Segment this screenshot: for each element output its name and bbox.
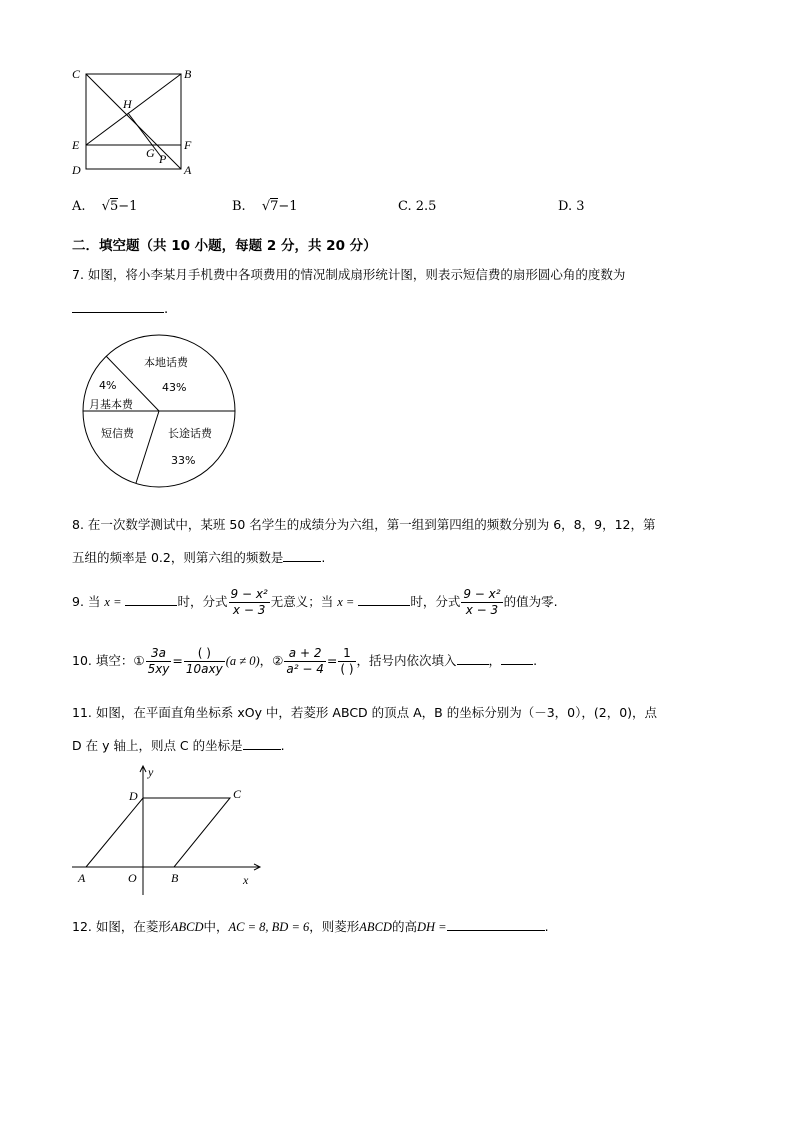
- point-label-D: D: [129, 789, 138, 803]
- q10-fraction-1: $\frac{3a}{5xy}$: [147, 646, 170, 676]
- q9-line: 9. 当 x = 时，分式 $\frac{\text{9 − x²}}{x - 3}$ 无意义；当 x = 时，分式 $\frac{\text{9 − x²}}{x - 3}$ 的值为零.: [72, 587, 558, 617]
- pie-chart: [76, 333, 242, 489]
- q7-text: 7. 如图，将小李某月手机费中各项费用的情况制成扇形统计图，则表示短信费的扇形圆心角的度数为: [72, 267, 626, 282]
- q11-blank[interactable]: [243, 735, 281, 750]
- q9-fraction-1: $\frac{\text{9 − x²}}{x - 3}$: [230, 587, 268, 617]
- pie-monthly-pct: 4%: [99, 379, 117, 392]
- point-label-O: O: [128, 871, 137, 885]
- q10-blank-2[interactable]: [501, 650, 533, 665]
- q10-line: 10. 填空：① $\frac{3a}{5xy}$ = $\frac{( )}{\text{10axy}}$ (a ≠ 0)，② $\frac{a + 2}{\text{a² − 4}}$ = $\frac{1}{( )}$ ，括号内依次填入 ， .: [72, 646, 538, 676]
- point-label-C: C: [233, 787, 242, 801]
- q6-option-b: B. √7−1: [232, 199, 298, 214]
- pie-long-pct: 33%: [171, 454, 196, 467]
- q12-line: 12. 如图，在菱形ABCD中，AC = 8, BD = 6，则菱形ABCD的高DH = .: [72, 916, 549, 936]
- q6-option-a: A. √5−1: [72, 199, 138, 214]
- q7-answer-line: .: [72, 298, 168, 319]
- q8-blank[interactable]: [283, 547, 321, 562]
- point-label-A: A: [78, 871, 86, 885]
- label-E: E: [72, 138, 80, 152]
- axes-figure: [68, 760, 268, 900]
- pie-monthly-label: 月基本费: [89, 398, 133, 411]
- q8-line1: 8. 在一次数学测试中，某班 50 名学生的成绩分为六组，第一组到第四组的频数分别为 6，8，9，12，第: [72, 517, 656, 532]
- q10-blank-1[interactable]: [457, 650, 489, 665]
- q6-option-c: C. 2.5: [398, 199, 437, 214]
- label-A: A: [184, 163, 192, 177]
- label-P: P: [159, 152, 167, 166]
- label-H: H: [123, 97, 132, 111]
- pie-local-pct: 43%: [162, 381, 187, 394]
- q9-blank-1[interactable]: [125, 591, 177, 606]
- pie-long-label: 长途话费: [168, 427, 212, 440]
- square-figure: [66, 62, 206, 182]
- label-D: D: [72, 163, 81, 177]
- q9-fraction-2: $\frac{\text{9 − x²}}{x - 3}$: [463, 587, 501, 617]
- axis-label-x: x: [243, 873, 249, 887]
- q8-line2: 五组的频率是 0.2，则第六组的频数是 .: [72, 547, 325, 567]
- label-C: C: [72, 67, 81, 81]
- section-title: 二．填空题（共 10 小题，每题 2 分，共 20 分）: [72, 238, 377, 254]
- pie-sms-label: 短信费: [101, 427, 134, 440]
- label-G: G: [146, 146, 155, 160]
- q6-option-d: D. 3: [558, 199, 585, 214]
- q12-blank[interactable]: [447, 916, 545, 931]
- label-B: B: [184, 67, 192, 81]
- pie-local-label: 本地话费: [144, 356, 188, 369]
- q10-fraction-3: $\frac{a + 2}{\text{a² − 4}}$: [286, 646, 324, 676]
- point-label-B: B: [171, 871, 179, 885]
- q10-fraction-4: $\frac{1}{( )}$: [340, 646, 354, 676]
- q11-line2: D 在 y 轴上，则点 C 的坐标是 .: [72, 735, 285, 755]
- q11-line1: 11. 如图，在平面直角坐标系 xOy 中，若菱形 ABCD 的顶点 A，B 的坐标分别为（－3，0），(2，0)，点: [72, 705, 658, 720]
- axis-label-y: y: [148, 765, 154, 779]
- q10-fraction-2: $\frac{( )}{\text{10axy}}$: [185, 646, 223, 676]
- label-F: F: [184, 138, 192, 152]
- q9-blank-2[interactable]: [358, 591, 410, 606]
- q7-blank[interactable]: [72, 298, 164, 313]
